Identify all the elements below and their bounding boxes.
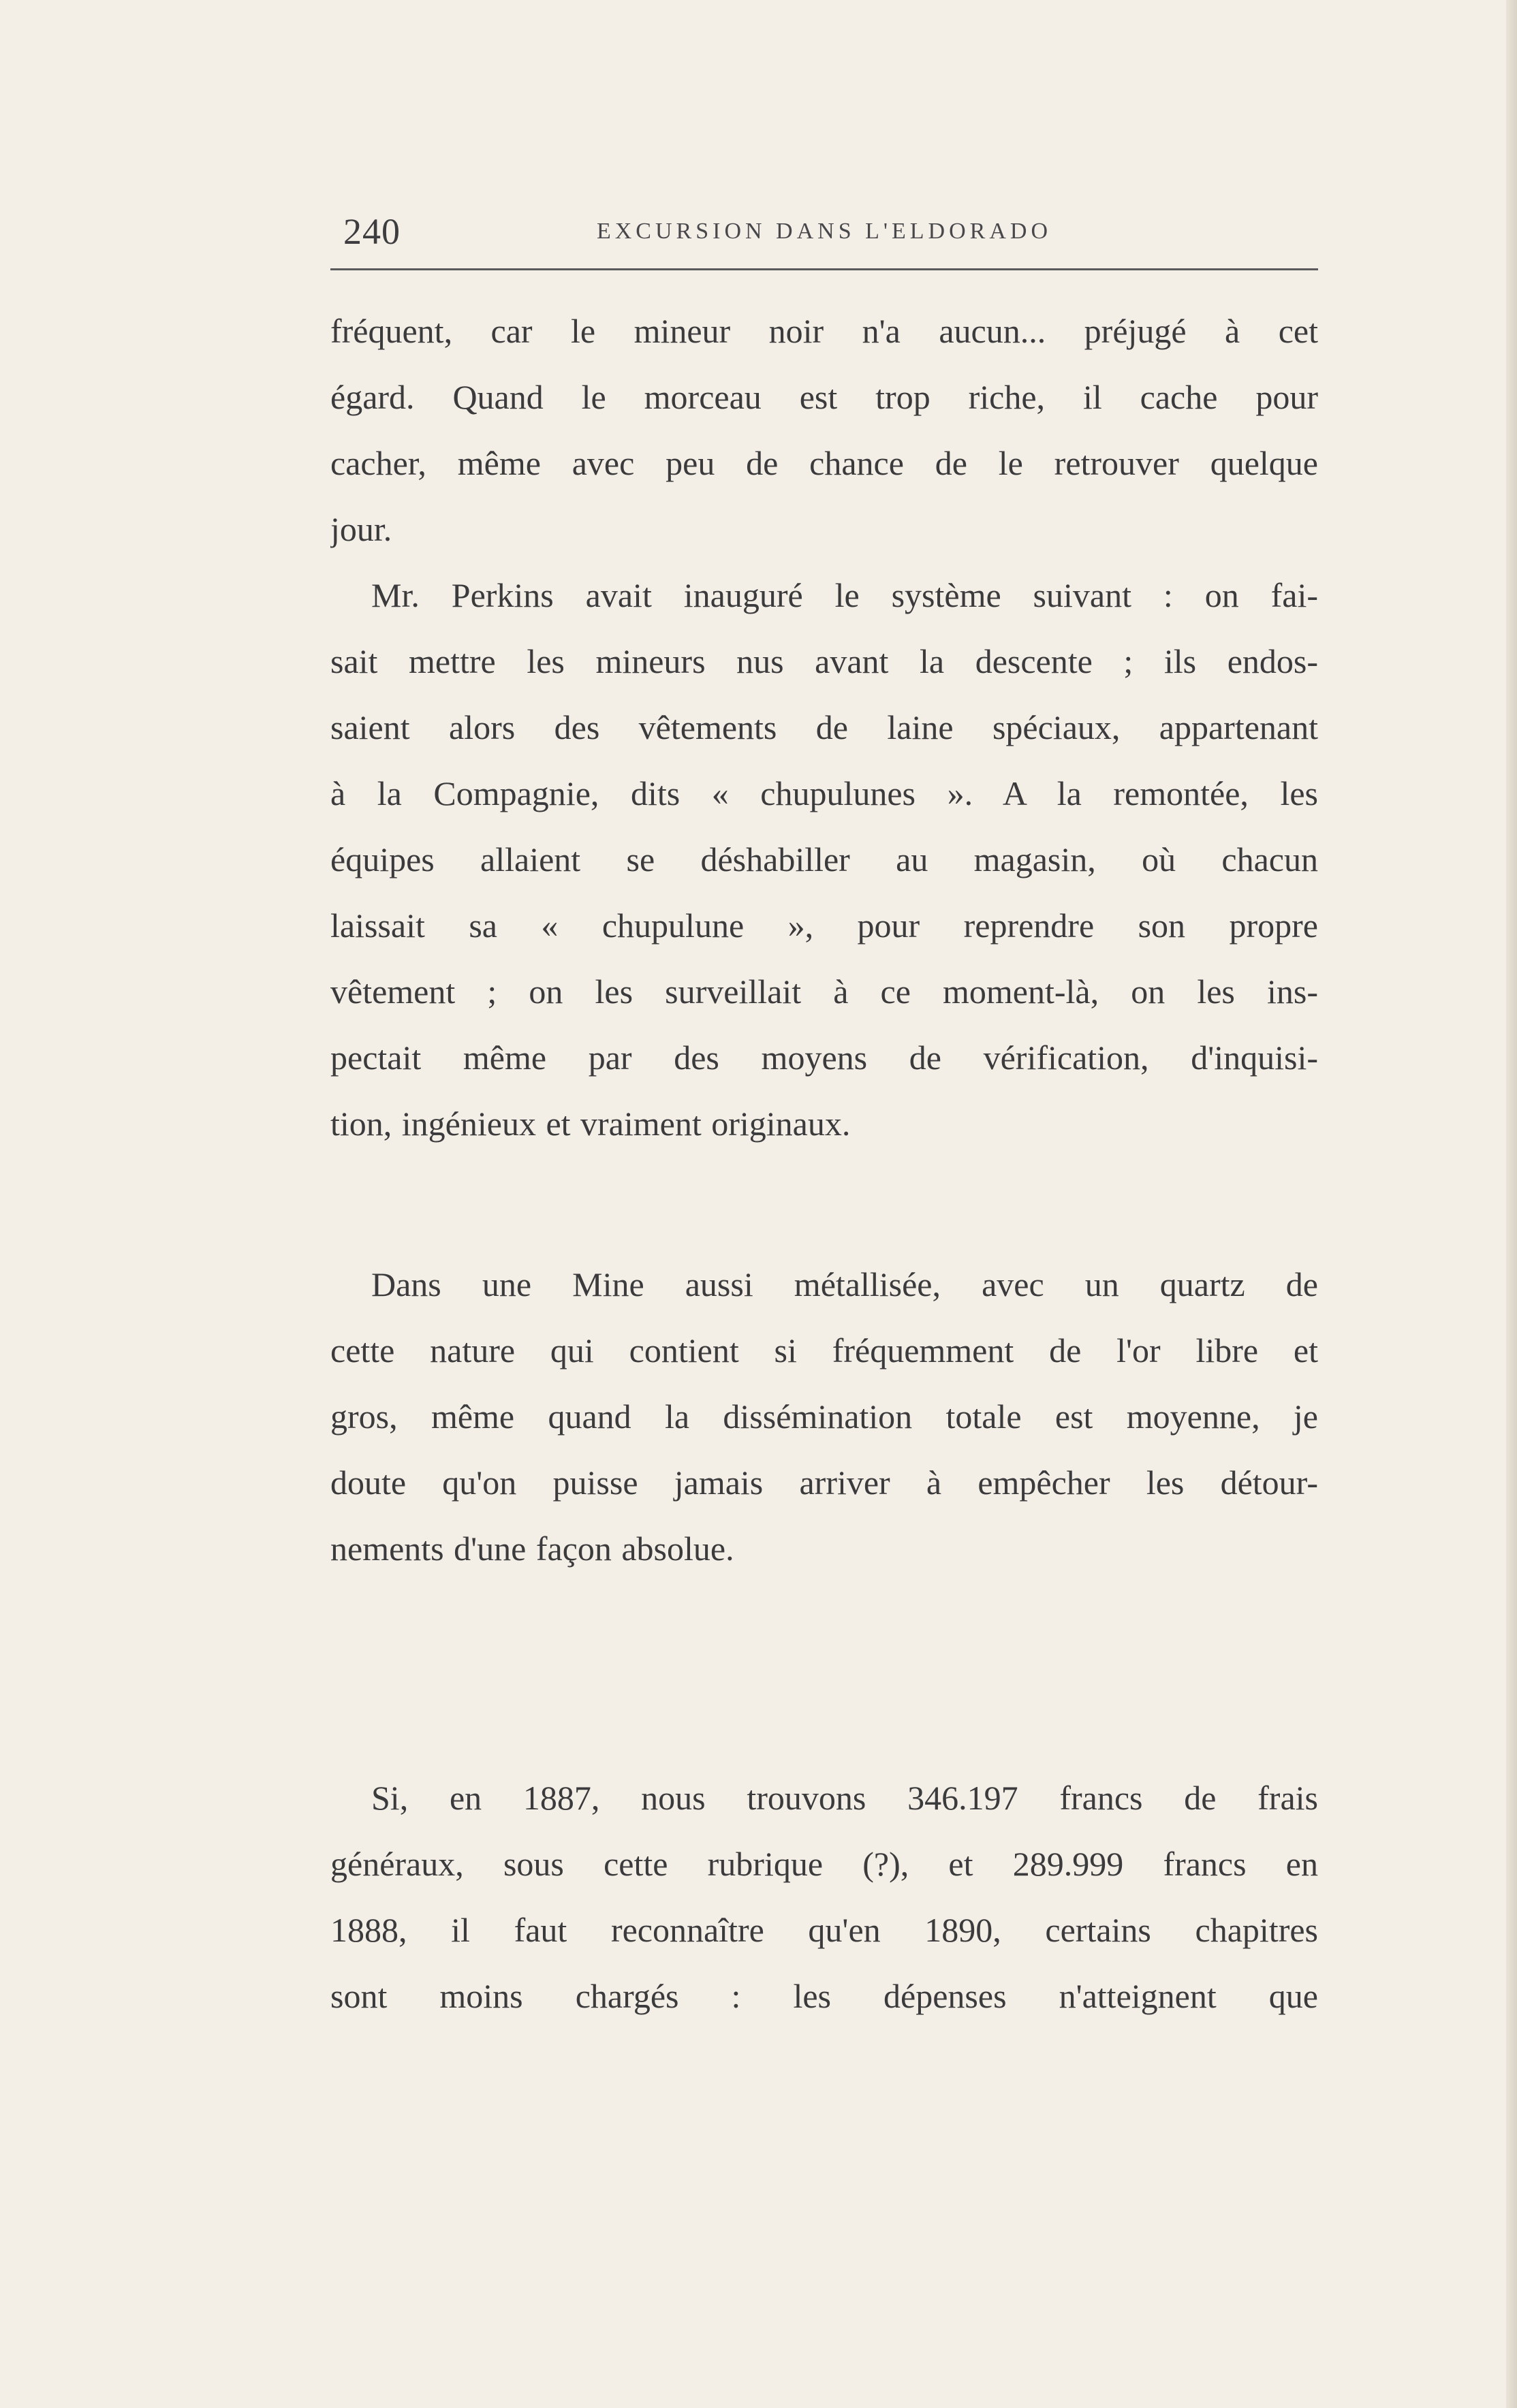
text-line: pectait même par des moyens de vérification, d'inquisi- <box>330 1039 1318 1077</box>
header-rule <box>330 268 1318 270</box>
text-line-content: Dans une Mine aussi métallisée, avec un quartz de <box>371 1265 1318 1303</box>
text-line: égard. Quand le morceau est trop riche, il cache pour <box>330 378 1318 416</box>
text-line: gros, même quand la dissémination totale est moyenne, je <box>330 1397 1318 1436</box>
text-line: tion, ingénieux et vraiment originaux. <box>330 1105 851 1143</box>
text-line: 1888, il faut reconnaître qu'en 1890, certains chapitres <box>330 1911 1318 1949</box>
text-line: fréquent, car le mineur noir n'a aucun... préjugé à cet <box>330 312 1318 350</box>
text-line-content: Mr. Perkins avait inauguré le système suivant : on fai- <box>371 576 1318 614</box>
text-line: sait mettre les mineurs nus avant la descente ; ils endos- <box>330 642 1318 680</box>
text-line <box>330 1765 1318 1831</box>
page-edge <box>1506 0 1517 2408</box>
text-line: vêtement ; on les surveillait à ce moment-là, on les ins- <box>330 972 1318 1011</box>
text-line: cacher, même avec peu de chance de le retrouver quelque <box>330 444 1318 482</box>
text-line-content: Si, en 1887, nous trouvons 346.197 francs de frais <box>371 1779 1318 1817</box>
text-line: nements d'une façon absolue. <box>330 1530 734 1568</box>
text-line: laissait sa « chupulune », pour reprendre son propre <box>330 906 1318 945</box>
text-line: sont moins chargés : les dépenses n'atteignent que <box>330 1977 1318 2015</box>
running-head <box>330 204 1318 259</box>
text-line: généraux, sous cette rubrique (?), et 289.999 francs en <box>330 1845 1318 1883</box>
paragraph-4 <box>330 1765 1318 2029</box>
text-line: équipes allaient se déshabiller au magasin, où chacun <box>330 840 1318 878</box>
text-line <box>330 563 1318 629</box>
text-line: jour. <box>330 510 392 548</box>
text-line: doute qu'on puisse jamais arriver à empêcher les détour- <box>330 1463 1318 1502</box>
paragraph-1 <box>330 298 1318 563</box>
text-line: saient alors des vêtements de laine spéciaux, appartenant <box>330 708 1318 746</box>
paragraph-3 <box>330 1252 1318 1582</box>
running-title: EXCURSION DANS L'ELDORADO <box>596 219 1052 244</box>
page-number: 240 <box>343 211 401 252</box>
text-line: cette nature qui contient si fréquemment de l'or libre et <box>330 1331 1318 1369</box>
paragraph-2 <box>330 563 1318 1157</box>
text-line <box>330 1252 1318 1318</box>
text-line: à la Compagnie, dits « chupulunes ». A la remontée, les <box>330 774 1318 812</box>
